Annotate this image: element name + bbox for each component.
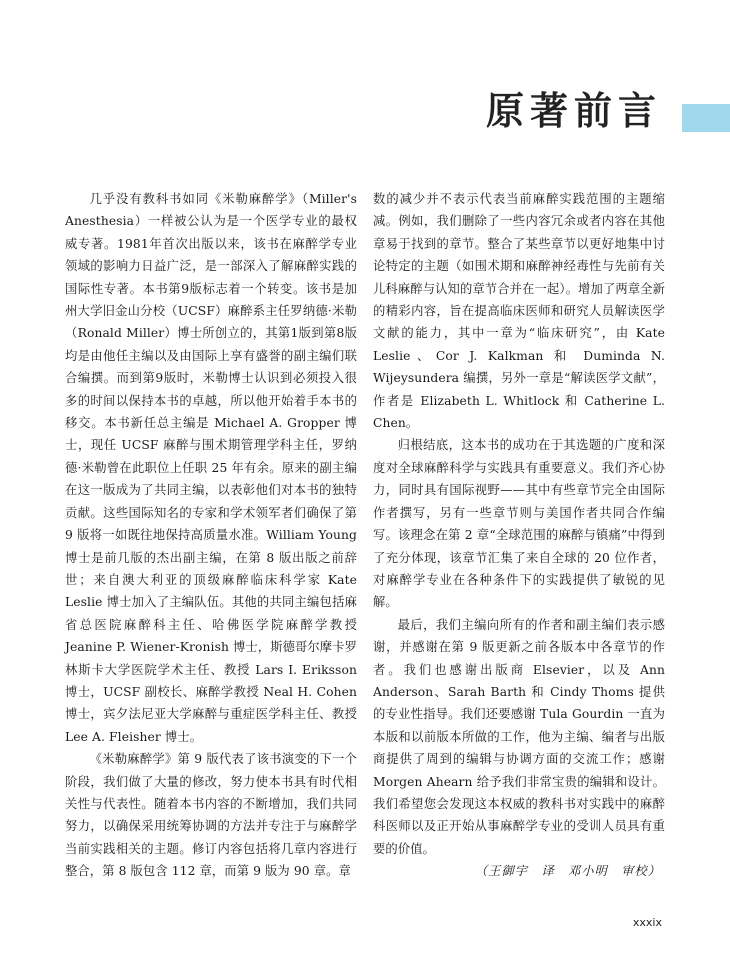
right-column <box>373 188 665 882</box>
paragraph: 《米勒麻醉学》第 9 版代表了该书演变的下一个阶段，我们做了大量的修改，努力使本书具有时代相关性与代表性。随着本书内容的不断增加，我们共同努力，以确保采用统筹协调的方法并专注于与麻醉学当前实践相关的主题。修订内容包括将几章内容进行整合，第 8 版包含 112 章，而第 9 版为 90 章。章 <box>65 752 357 879</box>
accent-tab <box>682 104 730 132</box>
left-column <box>65 188 357 883</box>
paragraph: 几乎没有教科书如同《米勒麻醉学》（Miller's Anesthesia）一样被公认为是一个医学专业的最权威专著。1981年首次出版以来，该书在麻醉学专业领域的影响力日益广泛，是一部深入了解麻醉实践的国际性专著。本书第9版标志着一个转变。该书是加州大学旧金山分校（UCSF）麻醉系主任罗纳德·米勒（Ronald Miller）博士所创立的，其第1版到第8版均是由他任主编以及由国际上享有盛誉的副主编们联合编撰。而到第9版时，米勒博士认识到必须投入很多的时间以保持本书的卓越，所以他开始着手本书的移交。本书新任总主编是 Michael A. Gropper 博士，现任 UCSF 麻醉与围术期管理学科主任，罗纳德·米勒曾在此职位上任职 25 年有余。原来的副主编在这一版成为了共同主编，以表彰他们对本书的独特贡献。这些国际知名的专家和学术领军者们确保了第 9 版将一如既往地保持高质量水准。William Young 博士是前几版的杰出副主编，在第 8 版出版之前辞世；来自澳大利亚的顶级麻醉临床科学家 Kate Leslie 博士加入了主编队伍。其他的共同主编包括麻省总医院麻醉科主任、哈佛医学院麻醉学教授 Jeanine P. Wiener-Kronish 博士，斯德哥尔摩卡罗林斯卡大学医院学术主任、教授 Lars I. Eriksson 博士，UCSF 副校长、麻醉学教授 Neal H. Cohen 博士，宾夕法尼亚大学麻醉与重症医学科主任、教授 Lee A. Fleisher 博士。 <box>65 192 357 744</box>
page-title: 原著前言 <box>485 88 662 133</box>
page-number: xxxix <box>632 916 662 929</box>
paragraph: 归根结底，这本书的成功在于其选题的广度和深度对全球麻醉科学与实践具有重要意义。我们齐心协力，同时具有国际视野——其中有些章节完全由国际作者撰写，另有一些章节则与美国作者共同合作编写。该理念在第 2 章“全球范围的麻醉与镇痛”中得到了充分体现，该章节汇集了来自全球的 20 位作者，对麻醉学专业在各种条件下的实践提供了敏锐的见解。 <box>373 438 665 610</box>
paragraph: 最后，我们主编向所有的作者和副主编们表示感谢，并感谢在第 9 版更新之前各版本中各章节的作者。我们也感谢出版商 Elsevier，以及 Ann Anderson、Sarah Barth 和 Cindy Thoms 提供的专业性指导。我们还要感谢 Tula Gourdin 一直为本版和以前版本所做的工作，他为主编、编者与出版商提供了周到的编辑与协调方面的交流工作；感谢 Morgen Ahearn 给予我们非常宝贵的编辑和设计。我们希望您会发现这本权威的教科书对实践中的麻醉科医师以及正开始从事麻醉学专业的受训人员具有重要的价值。 <box>373 617 665 856</box>
paragraph: 数的减少并不表示代表当前麻醉实践范围的主题缩减。例如，我们删除了一些内容冗余或者内容在其他章易于找到的章节。整合了某些章节以更好地集中讨论特定的主题（如围术期和麻醉神经毒性与先前有关儿科麻醉与认知的章节合并在一起）。增加了两章全新的精彩内容，旨在提高临床医师和研究人员解读医学文献的能力，其中一章为“临床研究”，由 Kate Leslie、Cor J. Kalkman 和 Duminda N. Wijeysundera 编撰，另外一章是“解读医学文献”，作者是 Elizabeth L. Whitlock 和 Catherine L. Chen。 <box>373 192 665 431</box>
translator-credit: （王御宇 译 邓小明 审校） <box>474 864 661 879</box>
